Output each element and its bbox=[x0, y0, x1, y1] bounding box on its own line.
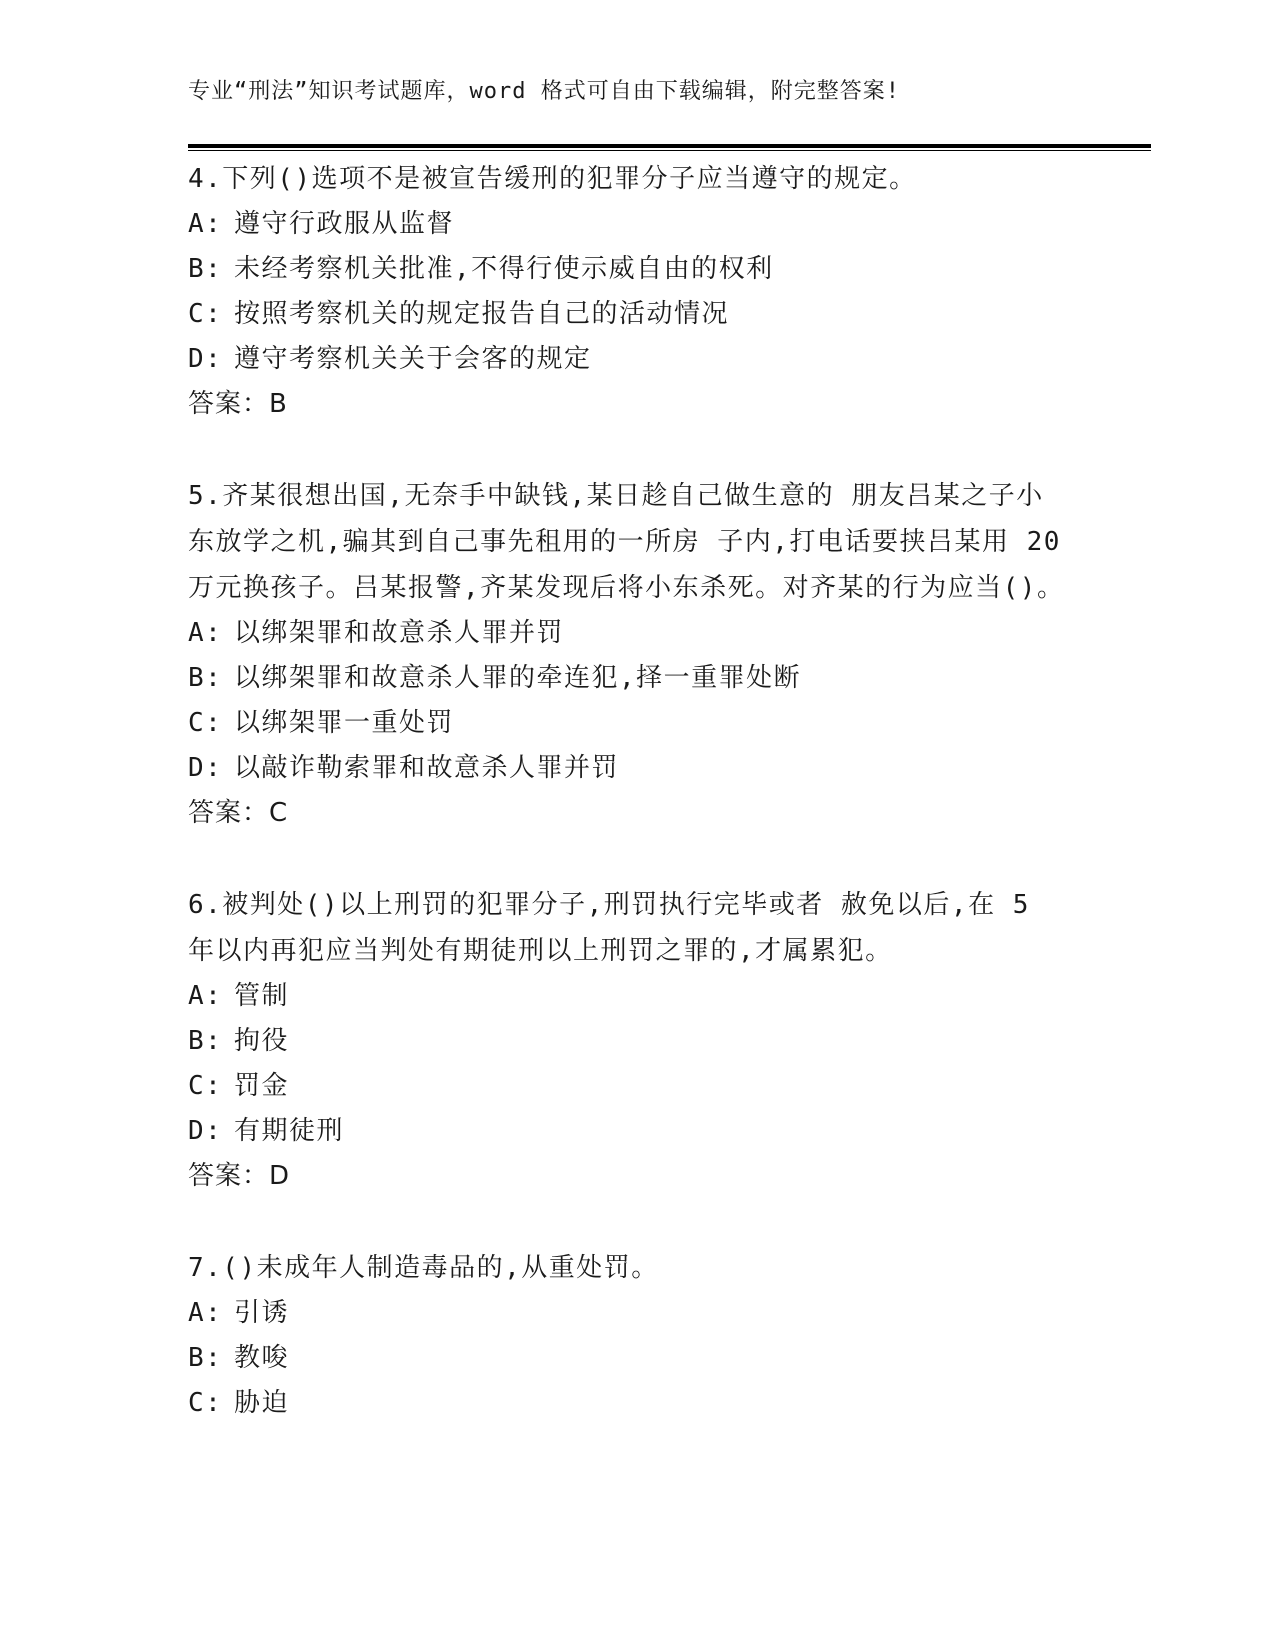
answer-line: 答案：B bbox=[188, 389, 288, 419]
option-key: B: bbox=[188, 1343, 223, 1373]
option-key: B: bbox=[188, 1026, 223, 1056]
option-text: 按照考察机关的规定报告自己的活动情况 bbox=[234, 299, 730, 329]
answer-line: 答案：D bbox=[188, 1161, 291, 1191]
option-b bbox=[188, 1019, 1068, 1064]
option-a bbox=[188, 974, 1068, 1019]
question-list bbox=[188, 156, 1068, 1472]
option-text: 有期徒刑 bbox=[234, 1116, 345, 1146]
question-stem: 4.下列()选项不是被宣告缓刑的犯罪分子应当遵守的规定。 bbox=[188, 164, 917, 194]
option-text: 遵守考察机关关于会客的规定 bbox=[234, 344, 592, 374]
option-key: D: bbox=[188, 1116, 223, 1146]
option-b bbox=[188, 247, 1068, 292]
option-text: 教唆 bbox=[234, 1343, 290, 1373]
option-key: C: bbox=[188, 299, 223, 329]
option-text: 以绑架罪一重处罚 bbox=[234, 708, 455, 738]
question-item bbox=[188, 882, 1068, 1199]
header-rule-thick bbox=[188, 144, 1151, 148]
option-text: 胁迫 bbox=[234, 1388, 290, 1418]
option-text: 以绑架罪和故意杀人罪的牵连犯,择一重罪处断 bbox=[234, 663, 802, 693]
option-b bbox=[188, 656, 1068, 701]
question-stem: 5.齐某很想出国,无奈手中缺钱,某日趁自己做生意的 朋友吕某之子小东放学之机,骗其到自己事先租用的一所房 子内,打电话要挟吕某用 20 万元换孩子。吕某报警,齐某发现后将小东杀死。对齐某的行为应当()。 bbox=[188, 481, 1065, 603]
question-item bbox=[188, 1245, 1068, 1426]
option-key: C: bbox=[188, 708, 223, 738]
question-item bbox=[188, 473, 1068, 836]
page-header: 专业“刑法”知识考试题库，word 格式可自由下载编辑，附完整答案! bbox=[188, 79, 900, 104]
option-text: 遵守行政服从监督 bbox=[234, 209, 455, 239]
option-key: B: bbox=[188, 663, 223, 693]
option-text: 管制 bbox=[234, 981, 290, 1011]
option-d bbox=[188, 337, 1068, 382]
option-a bbox=[188, 1291, 1068, 1336]
option-text: 引诱 bbox=[234, 1298, 290, 1328]
option-b bbox=[188, 1336, 1068, 1381]
option-key: A: bbox=[188, 618, 223, 648]
option-key: C: bbox=[188, 1071, 223, 1101]
option-key: D: bbox=[188, 344, 223, 374]
option-key: A: bbox=[188, 981, 223, 1011]
option-c bbox=[188, 292, 1068, 337]
option-c bbox=[188, 1064, 1068, 1109]
option-c bbox=[188, 1381, 1068, 1426]
option-text: 以敲诈勒索罪和故意杀人罪并罚 bbox=[234, 753, 620, 783]
option-text: 罚金 bbox=[234, 1071, 290, 1101]
option-d bbox=[188, 746, 1068, 791]
header-rule-thin bbox=[188, 150, 1151, 151]
option-key: C: bbox=[188, 1388, 223, 1418]
answer-line: 答案：C bbox=[188, 798, 289, 828]
option-a bbox=[188, 611, 1068, 656]
option-a bbox=[188, 202, 1068, 247]
option-key: B: bbox=[188, 254, 223, 284]
option-text: 以绑架罪和故意杀人罪并罚 bbox=[234, 618, 565, 648]
option-text: 拘役 bbox=[234, 1026, 290, 1056]
option-key: A: bbox=[188, 1298, 223, 1328]
option-text: 未经考察机关批准,不得行使示威自由的权利 bbox=[234, 254, 774, 284]
option-d bbox=[188, 1109, 1068, 1154]
option-c bbox=[188, 701, 1068, 746]
question-stem: 7.()未成年人制造毒品的,从重处罚。 bbox=[188, 1253, 659, 1283]
option-key: A: bbox=[188, 209, 223, 239]
option-key: D: bbox=[188, 753, 223, 783]
question-item bbox=[188, 156, 1068, 427]
question-stem: 6.被判处()以上刑罚的犯罪分子,刑罚执行完毕或者 赦免以后,在 5 年以内再犯应当判处有期徒刑以上刑罚之罪的,才属累犯。 bbox=[188, 890, 1030, 966]
